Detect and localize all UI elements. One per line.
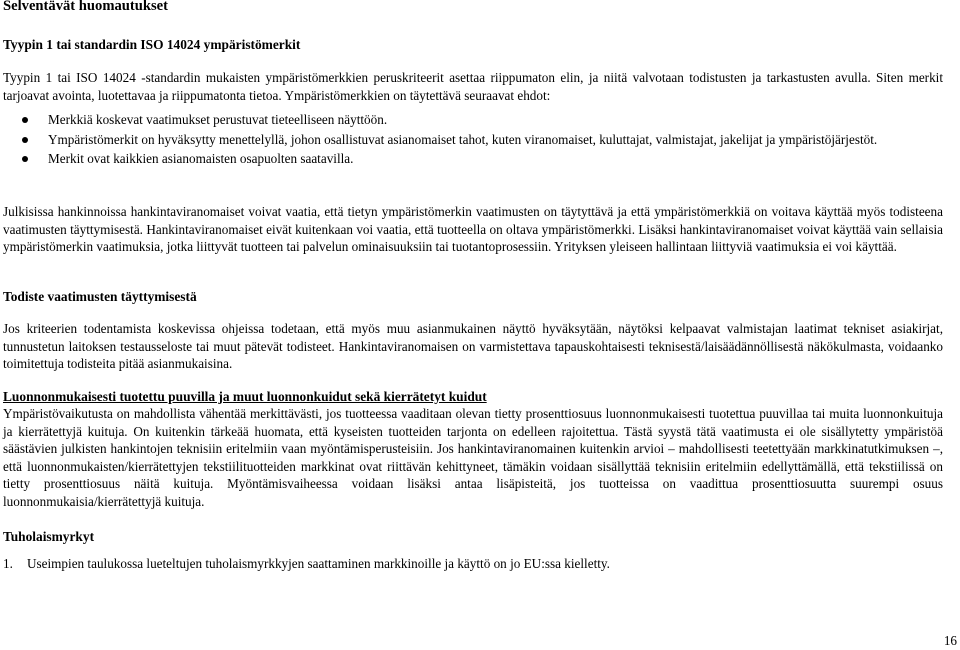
list-item-text: Useimpien taulukossa lueteltujen tuholaismyrkkyjen saattaminen markkinoille ja käyttö on jo EU:ssa kielletty. bbox=[27, 556, 610, 571]
list-item bbox=[0, 150, 944, 168]
page-title: Selventävät huomautukset bbox=[3, 0, 169, 14]
public-procurement-paragraph: Julkisissa hankinnoissa hankintaviranomaiset voivat vaatia, että tietyn ympäristömerkin vaatimusten on täytyttävä ja että ympäristömerkkiä on voitava käyttää myös todisteena vaatimusten täyttymisestä. Hankintaviranomaiset eivät kuitenkaan voi vaatia, että tuotteella on oltava ympäristömerkki. Lisäksi hankintaviranomaiset voivat käyttää vain sellaisia ympäristömerkin vaatimuksia, jotka liittyvät tuotteen tai palvelun ominaisuuksiin tai tuotantoprosessiin. Yrityksen yleiseen hallintaan liittyviä vaatimuksia ei voi käyttää. bbox=[3, 204, 943, 255]
ecolabels-intro-paragraph: Tyypin 1 tai ISO 14024 -standardin mukaisten ympäristömerkkien peruskriteerit asettaa riippumaton elin, ja niitä valvotaan todistusten ja tarkastusten avulla. Siten merkit tarjoavat avointa, luotettavaa ja riippumatonta tietoa. Ympäristömerkkien on täytettävä seuraavat ehdot: bbox=[3, 70, 943, 103]
proof-paragraph: Jos kriteerien todentamista koskevissa ohjeissa todetaan, että myös muu asianmukainen näyttö hyväksytään, näytöksi kelpaavat valmistajan laatimat tekniset asiakirjat, tunnustetun laitoksen testausseloste tai muut pätevät todisteet. Hankintaviranomaisen on varmistettava tapauskohtaisesti teknisestä/laisäädännöllisestä näkökulmasta, voidaanko toimitettuja todisteita pitää asianmukaisina. bbox=[3, 321, 943, 372]
page-number: 16 bbox=[943, 633, 957, 648]
list-item-text: Ympäristömerkit on hyväksytty menettelyllä, johon osallistuvat asianomaiset tahot, kuten viranomaiset, kuluttajat, valmistajat, jakelijat ja ympäristöjärjestöt. bbox=[48, 131, 878, 147]
ecolabel-conditions-list bbox=[0, 111, 944, 170]
list-item bbox=[3, 555, 943, 573]
list-item-text: Merkit ovat kaikkien asianomaisten osapuolten saatavilla. bbox=[48, 151, 354, 167]
bullet-icon bbox=[22, 117, 28, 123]
list-item-text: Merkkiä koskevat vaatimukset perustuvat tieteelliseen näyttöön. bbox=[48, 112, 388, 127]
section-heading-ecolabels: Tyypin 1 tai standardin ISO 14024 ympäristömerkit bbox=[3, 37, 301, 52]
list-item bbox=[0, 131, 944, 149]
bullet-icon bbox=[22, 137, 28, 143]
section-heading-organic-fibres: Luonnonmukaisesti tuotettu puuvilla ja muut luonnonkuidut sekä kierrätetyt kuidut bbox=[3, 389, 487, 404]
list-item-number: 1. bbox=[3, 556, 13, 571]
organic-fibres-paragraph: Ympäristövaikutusta on mahdollista vähentää merkittävästi, jos tuotteessa vaaditaan olevan tietty prosenttiosuus luonnonmukaisesti tuotettua puuvillaa tai muita luonnonkuituja ja kierrätettyjä kuituja. On kuitenkin tärkeää huomata, että kyseisten tuotteiden tarjonta on edelleen rajoitettua. Tästä syystä tätä vaatimusta ei ole sisällytetty ympäristöä säästävien julkisten hankintojen teknisiin eritelmiin vaan myöntämisperusteisiin. Jos hankintaviranomainen kuitenkin arvioi – mahdollisesti teetettyään markkinatutkimuksen –, että luonnonmukaisten/kierrätettyjen tekstiilituotteiden markkinat ovat riittävän kehittyneet, tämäkin voidaan sisällyttää teknisiin eritelmiin edellyttämällä, että tekstiilissä on tietty prosenttiosuus näitä kuituja. Myöntämisvaiheessa voidaan lisäksi antaa lisäpisteitä, jos tuotteissa on vaadittua prosenttiosuutta suurempi osuus luonnonmukaisia/kierrätettyjä kuituja. bbox=[3, 406, 943, 509]
list-item bbox=[0, 111, 944, 129]
section-heading-proof: Todiste vaatimusten täyttymisestä bbox=[3, 289, 197, 304]
section-heading-pesticides: Tuholaismyrkyt bbox=[3, 529, 95, 544]
bullet-icon bbox=[22, 156, 28, 162]
pesticides-list bbox=[3, 555, 943, 573]
